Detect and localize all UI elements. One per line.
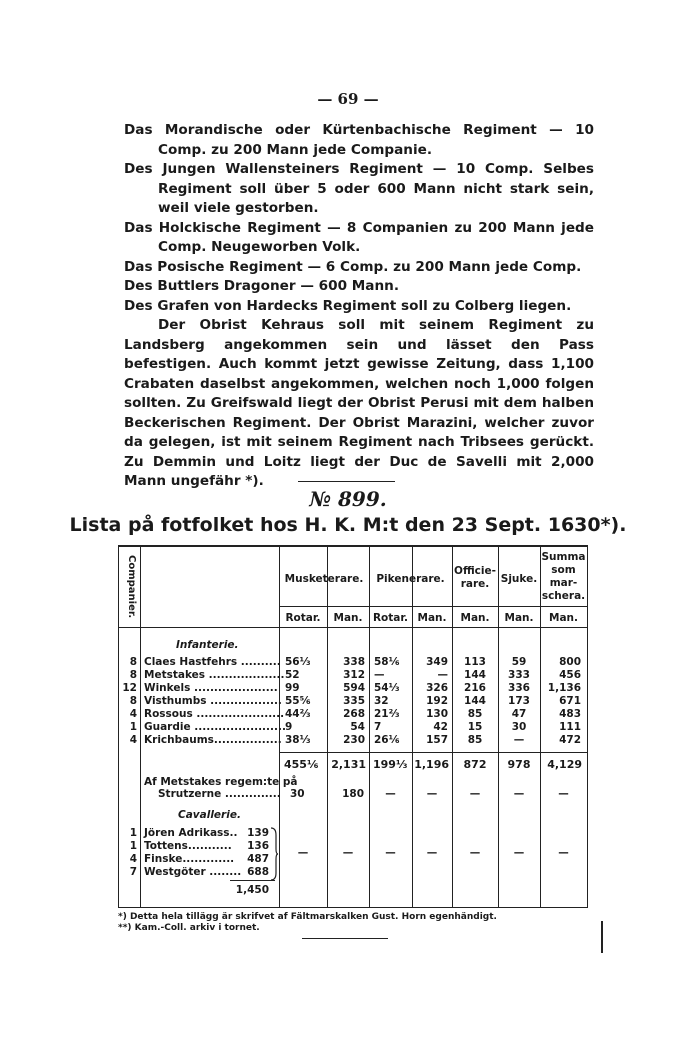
summa-man: 472 [559, 734, 581, 746]
footnotes [118, 912, 588, 934]
musket-rotar: 52 [285, 669, 300, 681]
sick-man: — [513, 734, 525, 746]
sick-man: — [513, 788, 525, 800]
pikenerare-header: Pikenerare. [376, 573, 445, 585]
dash-cell: — [558, 847, 569, 859]
regiment-name: Metstakes ................... [144, 669, 285, 681]
sjuke-header: Sjuke. [500, 573, 538, 585]
musket-man: 338 [343, 656, 365, 668]
regiment-name: Visthumbs .................. [144, 695, 282, 707]
dash-cell: — [426, 847, 438, 859]
regiment-entry: Das Morandische oder Kürtenbachische Regiment — 10 Comp. zu 200 Mann jede Companie. [124, 122, 594, 158]
total-pike-rotar: 199⅓ [373, 758, 408, 771]
summa-man: 483 [559, 708, 581, 720]
cavalry-value: 688 [247, 866, 269, 878]
man-subheader: Man. [460, 612, 490, 624]
companies-cell: 8 [129, 669, 137, 681]
musket-rotar: 9 [285, 721, 293, 733]
companies-cell: 4 [129, 734, 137, 746]
sick-man: 30 [511, 721, 527, 733]
pike-rotar: — [385, 788, 396, 800]
header-rule [118, 627, 587, 628]
pike-rotar: — [374, 669, 385, 681]
pike-man: — [437, 669, 448, 681]
total-summa: 4,129 [547, 758, 582, 771]
document-number: № 899. [309, 487, 387, 511]
pike-rotar: 58⅙ [374, 656, 400, 668]
summa-header: schera. [541, 590, 586, 602]
sick-man: 47 [511, 708, 527, 720]
dash-cell: — [513, 847, 525, 859]
regiment-name: Jören Adrikass.. [144, 827, 238, 839]
officerare-header: rare. [460, 578, 490, 590]
document-title: Lista på fotfolket hos H. K. M:t den 23 Sept. 1630*). [69, 514, 627, 536]
companies-cell: 1 [129, 840, 137, 852]
man-subheader: Man. [504, 612, 534, 624]
dash-cell: — [469, 847, 481, 859]
total-musket-man: 2,131 [331, 758, 366, 771]
pike-man: — [426, 788, 438, 800]
page-number: — 69 — [317, 90, 379, 108]
musket-man: 230 [343, 734, 365, 746]
cavalry-total: 1,450 [235, 884, 269, 896]
regiment-entry: Das Posische Regiment — 6 Comp. zu 200 Mann jede Comp. [124, 258, 582, 275]
regiment-name: Krichbaums................. [144, 734, 282, 746]
footnote: *) Detta hela tillägg är skrifvet af Fältmarskalken Gust. Horn egenhändigt. [118, 912, 497, 922]
musketerare-header: Musketerare. [284, 573, 364, 585]
sick-man: 333 [508, 669, 530, 681]
regiment-name: Tottens........... [144, 840, 232, 852]
musket-man: 268 [343, 708, 365, 720]
dash-cell: — [385, 847, 396, 859]
total-sick: 978 [507, 758, 531, 771]
sick-man: 59 [511, 656, 527, 668]
separator-rule [302, 938, 388, 939]
cavalry-value: 139 [247, 827, 269, 839]
table-row [118, 827, 279, 841]
separator-rule [298, 481, 395, 482]
cavalry-value: 487 [247, 853, 269, 865]
table-row [118, 788, 587, 802]
summa-man: 456 [559, 669, 581, 681]
table-row [118, 734, 587, 748]
totals-row [118, 758, 587, 772]
metstakes-label: Strutzerne .............. [158, 788, 281, 800]
text-body [124, 121, 594, 492]
table-row [118, 656, 587, 670]
table-row [118, 682, 587, 696]
companies-cell: 4 [129, 853, 137, 865]
officers-man: 85 [467, 734, 483, 746]
regiment-name: Westgöter ........ [144, 866, 242, 878]
pike-rotar: 26⅙ [374, 734, 400, 746]
regiment-name: Winkels ..................... [144, 682, 278, 694]
companies-cell: 12 [122, 682, 137, 694]
regiment-name: Rossous ...................... [144, 708, 285, 720]
table-border [587, 547, 588, 907]
musket-man: 180 [342, 788, 364, 800]
musket-rotar: 44⅔ [285, 708, 311, 720]
regiment-entry: Das Holckische Regiment — 8 Companien zu 200 Mann jede Comp. Neugeworben Volk. [124, 219, 594, 255]
summa-man: 1,136 [547, 682, 581, 694]
musket-man: 312 [343, 669, 365, 681]
pike-man: 326 [426, 682, 448, 694]
man-subheader: Man. [333, 612, 363, 624]
dash-cell: — [297, 847, 309, 859]
musket-rotar: 99 [285, 682, 300, 694]
man-subheader: Man. [417, 612, 447, 624]
muster-table [118, 545, 588, 908]
cavallerie-heading: Cavallerie. [178, 809, 241, 821]
companies-cell: 7 [129, 866, 137, 878]
officers-man: 144 [464, 695, 486, 707]
summa-header: som [551, 564, 576, 576]
table-row [118, 853, 279, 867]
total-musket-rotar: 455⅙ [284, 758, 319, 771]
pike-man: 42 [433, 721, 448, 733]
metstakes-label: Af Metstakes regem:te på [144, 776, 298, 788]
total-rule [279, 752, 587, 753]
regiment-entry: Des Buttlers Dragoner — 600 Mann. [124, 278, 399, 294]
pike-rotar: 7 [374, 721, 382, 733]
man-subheader: Man. [549, 612, 578, 624]
regiment-name: Guardie ....................... [144, 721, 286, 733]
officers-man: 85 [467, 708, 483, 720]
officers-man: 216 [464, 682, 486, 694]
table-row [118, 669, 587, 683]
pike-man: 349 [426, 656, 448, 668]
summa-man: 111 [559, 721, 581, 733]
table-row [118, 695, 587, 709]
musket-rotar: 56⅓ [285, 656, 311, 668]
margin-mark [601, 921, 603, 953]
regiment-entry: Des Grafen von Hardecks Regiment soll zu Colberg liegen. [124, 297, 572, 314]
musket-rotar: 30 [290, 788, 305, 800]
pike-man: 157 [426, 734, 448, 746]
summa-man: 671 [559, 695, 581, 707]
dash-cell: — [342, 847, 354, 859]
footnote: **) Kam.-Coll. arkiv i tornet. [118, 923, 260, 933]
companies-cell: 1 [129, 721, 137, 733]
companies-cell: 4 [129, 708, 137, 720]
pike-rotar: 32 [374, 695, 389, 707]
total-pike-man: 1,196 [414, 758, 449, 771]
pike-man: 130 [426, 708, 448, 720]
pike-man: 192 [426, 695, 448, 707]
companies-cell: 8 [129, 656, 137, 668]
sick-man: 173 [508, 695, 530, 707]
companies-cell: 8 [129, 695, 137, 707]
table-row [118, 708, 587, 722]
regiment-name: Claes Hastfehrs .......... [144, 656, 281, 668]
officers-man: 113 [464, 656, 486, 668]
sick-man: 336 [508, 682, 530, 694]
summa-header: mar- [549, 577, 578, 589]
officers-man: 144 [464, 669, 486, 681]
table-row [118, 721, 587, 735]
rotar-subheader: Rotar. [285, 612, 321, 624]
pike-rotar: 54⅓ [374, 682, 400, 694]
regiment-entry: Des Jungen Wallensteiners Regiment — 10 Comp. Selbes Regiment soll über 5 oder 600 Mann nicht stark sein, weil viele gestorben. [124, 161, 594, 216]
musket-man: 335 [343, 695, 365, 707]
pike-rotar: 21⅔ [374, 708, 400, 720]
summa-man: 800 [559, 656, 581, 668]
sum-rule [230, 880, 275, 881]
officerare-header: Officie- [454, 565, 496, 577]
musket-man: 594 [343, 682, 365, 694]
table-row [118, 840, 279, 854]
table-row [118, 866, 279, 880]
header-rule [279, 606, 587, 607]
summa-man: — [558, 788, 569, 800]
musket-rotar: 55⅚ [285, 695, 311, 707]
officers-man: — [469, 788, 481, 800]
cavalry-value: 136 [247, 840, 269, 852]
infanterie-heading: Infanterie. [176, 639, 239, 651]
rotar-subheader: Rotar. [372, 612, 409, 624]
musket-rotar: 38⅓ [285, 734, 311, 746]
brace-icon [269, 827, 279, 881]
body-paragraph: Der Obrist Kehraus soll mit seinem Regiment zu Landsberg angekommen sein und lässet den Pass befestigen. Auch kommt jetzt gewisse Zeitung, dass 1,100 Crabaten daselbst angekommen, welchen noch 1,000 folgen sollten. Zu Greifswald liegt der Obrist Perusi mit dem halben Beckerischen Regiment. Der Obrist Marazini, welcher zuvor da gelegen, ist mit seinem Regiment nach Tribsees gerückt. Zu Demmin und Loitz liegt der Duc de Savelli mit 2,000 Mann ungefähr *). [124, 317, 594, 489]
companier-header: Companier. [126, 555, 137, 619]
total-officers: 872 [463, 758, 487, 771]
regiment-name: Finske............. [144, 853, 235, 865]
companies-cell: 1 [129, 827, 137, 839]
officers-man: 15 [467, 721, 483, 733]
summa-header: Summa [541, 551, 586, 563]
musket-man: 54 [350, 721, 365, 733]
